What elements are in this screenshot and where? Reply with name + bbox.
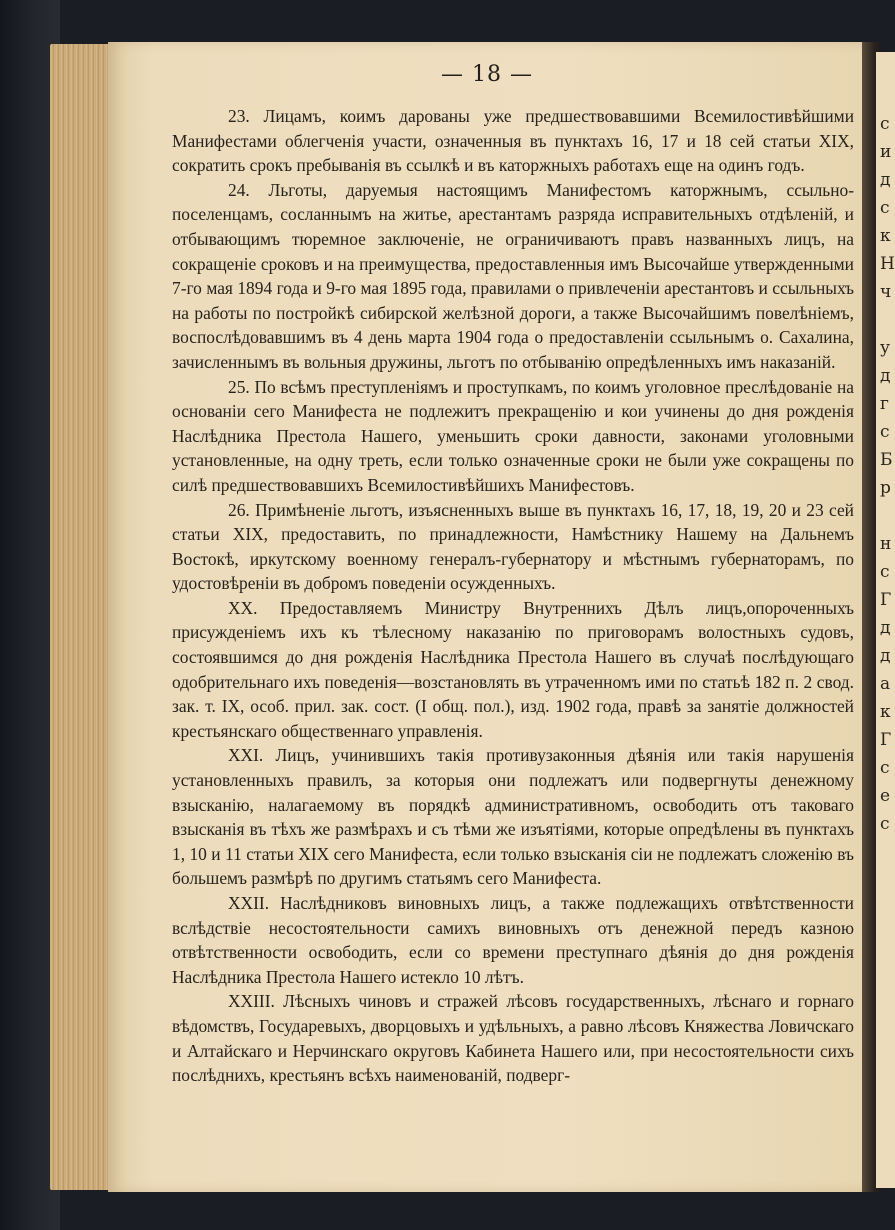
adjacent-page-letter: к <box>880 702 891 722</box>
adjacent-page-letter: н <box>880 534 892 554</box>
paragraph-25: 25. По всѣмъ преступленіямъ и проступкамъ, по коимъ уголовное преслѣдованіе на основаніи сего Манифеста не подлежитъ прекращенію и кои учинены до дня рожденія Наслѣдника Престола Нашего, уменьшить сроки давности, законами уголовными установленные, на одну треть, если только означенные сроки не были уже сокращены по силѣ предшествовавшихъ Всемилостивѣйшихъ Манифестовъ. <box>172 376 854 495</box>
page-body-text <box>172 104 854 1088</box>
adjacent-page-letter: с <box>880 114 890 134</box>
adjacent-page-fragments <box>880 110 895 838</box>
adjacent-page-letter: с <box>880 758 890 778</box>
paragraph-26: 26. Примѣненіе льготъ, изъясненныхъ выше въ пунктахъ 16, 17, 18, 19, 20 и 23 сей статьи XIX, предоставить, по принадлежности, Намѣстнику Нашему на Дальнемъ Востокѣ, иркутскому военному генералъ-губернатору и мѣстнымъ губернаторамъ, по удостовѣреніи въ добромъ поведеніи осужденныхъ. <box>172 499 854 594</box>
article-xx: XX. Предоставляемъ Министру Внутреннихъ Дѣлъ лицъ,опороченныхъ присужденіемъ ихъ къ тѣлесному наказанію по приговорамъ волостныхъ судовъ, состоявшимся до дня рожденія Наслѣдника Престола Нашего въ случаѣ послѣдующаго одобрительнаго ихъ поведенія—возстановлять въ утраченномъ ими по статьѣ 182 п. 2 свод. зак. т. IX, особ. прил. зак. сост. (I общ. пол.), изд. 1902 года, правѣ за занятіе должностей крестьянскаго общественнаго управленія. <box>172 597 854 741</box>
adjacent-page-letter: к <box>880 226 891 246</box>
adjacent-page-letter: и <box>880 142 892 162</box>
adjacent-page-letter: с <box>880 422 890 442</box>
adjacent-page-letter: д <box>880 170 891 190</box>
adjacent-page-letter: Б <box>880 450 893 470</box>
adjacent-page-letter: г <box>880 394 889 414</box>
adjacent-page-letter: с <box>880 198 890 218</box>
adjacent-page-letter: Г <box>880 730 892 750</box>
adjacent-page-letter: а <box>880 674 891 694</box>
adjacent-page-letter: Н <box>880 254 895 274</box>
adjacent-page-letter: е <box>880 786 891 806</box>
page-stack-edge <box>50 44 112 1190</box>
paragraph-23: 23. Лицамъ, коимъ дарованы уже предшествовавшими Всемилостивѣйшими Манифестами облегченія участи, означенныя въ пунктахъ 16, 17 и 18 сей статьи XIX, сократить срокъ пребыванія въ ссылкѣ и въ каторжныхъ работахъ еще на одинъ годъ. <box>172 106 854 176</box>
paragraph-24: 24. Льготы, даруемыя настоящимъ Манифестомъ каторжнымъ, ссыльно-поселенцамъ, сосланнымъ на житье, арестантамъ разряда исправительныхъ отдѣленій, и отбывающимъ тюремное заключеніе, не ограничиваютъ правъ названныхъ лицъ, на сокращеніе сроковъ и на преимущества, предоставленныя имъ Высочайше утвержденными 7-го мая 1894 года и 9-го мая 1895 года, правилами о привлеченіи арестантовъ и ссыльныхъ на работы по постройкѣ сибирской желѣзной дороги, а также Высочайшимъ повелѣніемъ, воспослѣдовавшимъ въ 4 день марта 1904 года о предоставленіи ссыльнымъ о. Сахалина, зачисленнымъ въ вольныя дружины, льготъ по отбыванію опредѣленныхъ имъ наказаній. <box>172 179 854 372</box>
adjacent-page-letter <box>880 306 895 334</box>
article-xxiii: XXIII. Лѣсныхъ чиновъ и стражей лѣсовъ государственныхъ, лѣснаго и горнаго вѣдомствъ, Государевыхъ, дворцовыхъ и удѣльныхъ, а равно лѣсовъ Княжества Ловичскаго и Алтайскаго и Нерчинскаго округовъ Кабинета Нашего или, при несостоятельности сихъ послѣднихъ, крестьянъ всѣхъ наименованій, подверг- <box>172 991 854 1086</box>
page-number: — 18 — <box>441 62 533 87</box>
adjacent-page-letter: у <box>880 338 891 358</box>
adjacent-page-letter: д <box>880 646 891 666</box>
adjacent-page-letter: р <box>880 478 891 498</box>
adjacent-page-letter: ч <box>880 282 892 302</box>
adjacent-page-letter: д <box>880 618 891 638</box>
article-xxii: XXII. Наслѣдниковъ виновныхъ лицъ, а также подлежащихъ отвѣтственности вслѣдствіе несостоятельности самихъ виновныхъ отъ денежной передъ казною отвѣтственности освободить, если со времени преступнаго дѣянія до дня рожденія Наслѣдника Престола Нашего истекло 10 лѣтъ. <box>172 893 854 987</box>
adjacent-page-letter: Г <box>880 590 892 610</box>
adjacent-page-letter: д <box>880 366 891 386</box>
adjacent-page-letter: с <box>880 814 890 834</box>
adjacent-page-letter: с <box>880 562 890 582</box>
adjacent-page-letter <box>880 502 895 530</box>
article-xxi: XXI. Лицъ, учинившихъ такія противузаконныя дѣянія или такія нарушенія установленныхъ правилъ, за которыя они подлежатъ или подвергнуты денежному взысканію, налагаемому въ порядкѣ административномъ, освободить отъ таковаго взысканія въ тѣхъ же размѣрахъ и съ тѣми же изъятіями, которые опредѣлены въ пунктахъ 1, 10 и 11 статьи XIX сего Манифеста, если только взысканія сіи не подлежатъ сложенію въ большемъ размѣрѣ по другимъ статьямъ сего Манифеста. <box>172 745 854 889</box>
